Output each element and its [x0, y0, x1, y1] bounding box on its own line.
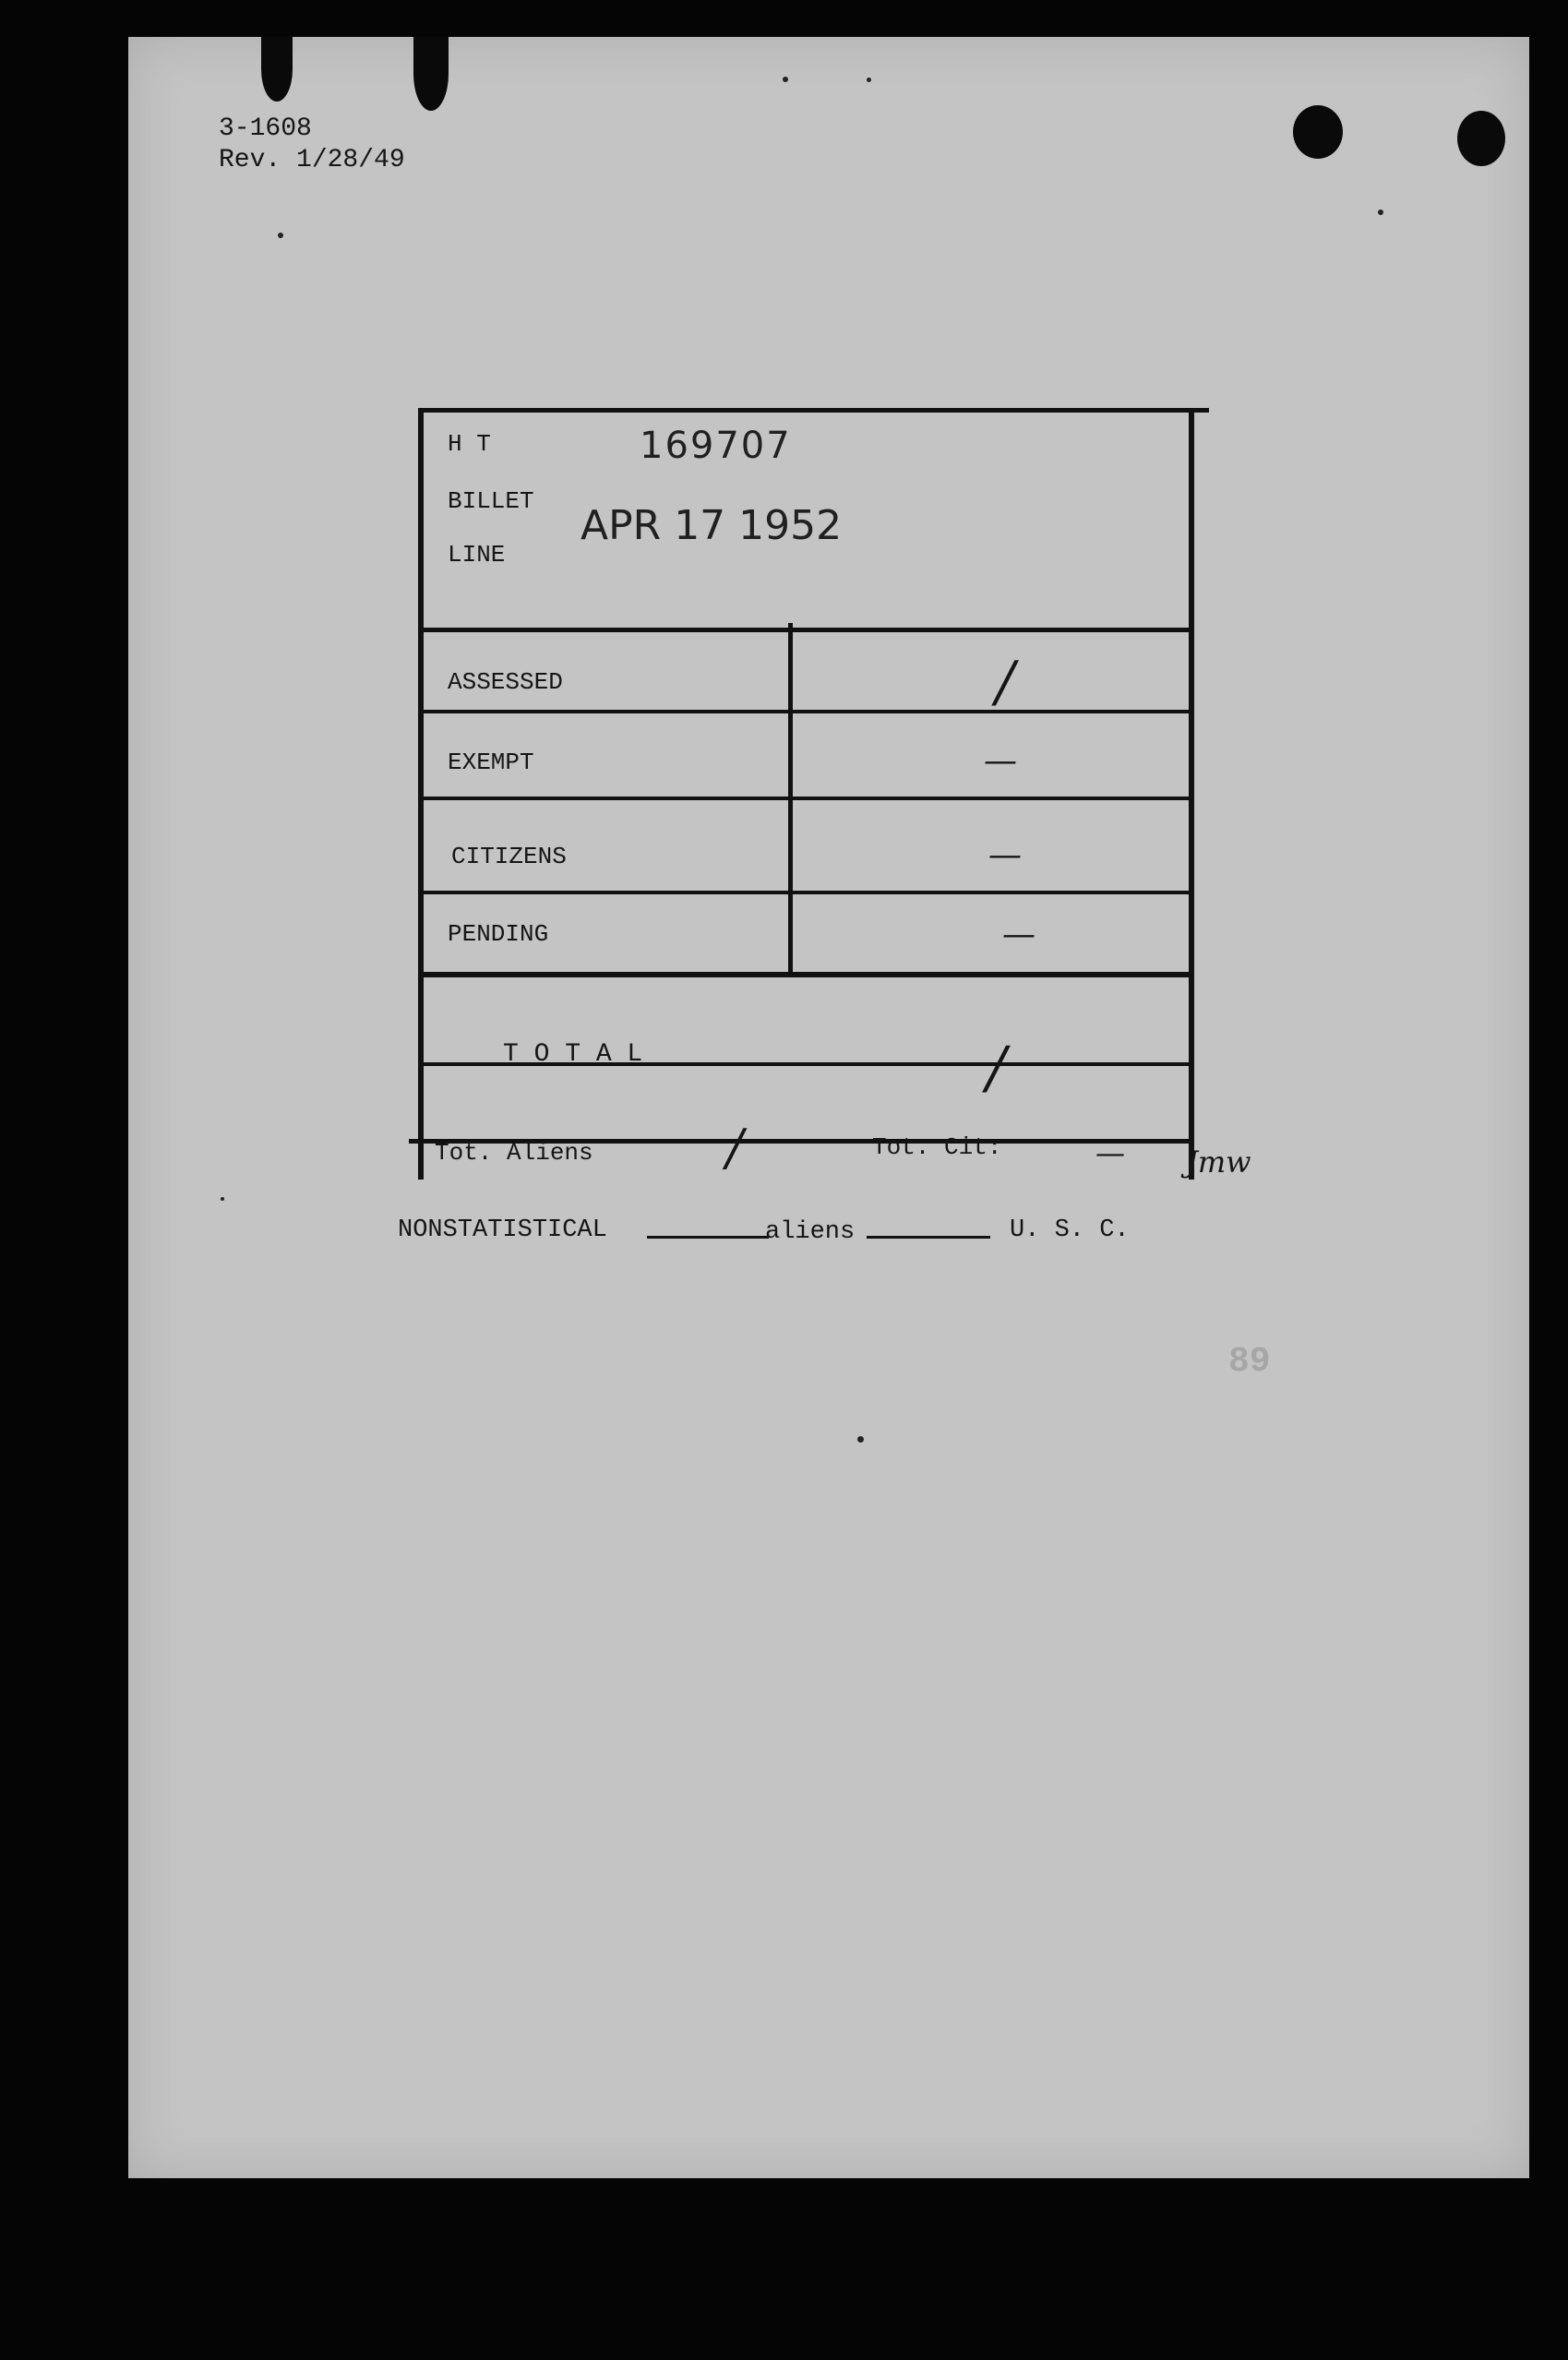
nonstatistical-aliens-blank — [647, 1236, 769, 1239]
row-label-citizens: CITIZENS — [451, 843, 567, 870]
table-rule — [420, 972, 1194, 977]
dust-speck — [867, 78, 871, 82]
table-rule — [420, 891, 1194, 894]
table-rule — [420, 797, 1194, 800]
row-value-assessed: / — [996, 650, 1015, 714]
row-label-assessed: ASSESSED — [448, 668, 563, 696]
row-value-exempt: — — [984, 742, 1017, 780]
page-number: 89 — [1228, 1342, 1271, 1382]
punch-hole — [1293, 105, 1343, 159]
punch-hole — [413, 37, 449, 111]
row-value-pending: — — [1002, 916, 1035, 953]
dust-speck — [221, 1197, 224, 1201]
tot-aliens-value: / — [726, 1119, 744, 1177]
nonstatistical-usc-blank — [867, 1236, 990, 1239]
form-number: 3-1608 — [219, 114, 312, 143]
punch-hole — [261, 37, 293, 102]
ht-number-stamp: 169707 — [640, 425, 792, 467]
row-value-citizens: — — [988, 836, 1022, 874]
tot-aliens-label: Tot. Aliens — [435, 1139, 593, 1167]
nonstatistical-usc-label: U. S. C. — [1010, 1216, 1130, 1244]
dust-speck — [783, 77, 788, 82]
nonstatistical-label: NONSTATISTICAL — [398, 1216, 607, 1244]
total-label: T O T A L — [503, 1040, 643, 1069]
initials: Jmw — [1186, 1144, 1251, 1180]
line-label: LINE — [448, 541, 506, 569]
table-border-top — [420, 408, 1209, 413]
table-column-divider — [788, 623, 793, 974]
punch-hole — [1457, 111, 1505, 166]
tot-cit-label: Tot. Cit: — [872, 1133, 1002, 1161]
total-value: / — [987, 1034, 1006, 1101]
billet-label: BILLET — [448, 487, 534, 515]
ht-label: H T — [448, 430, 491, 458]
dust-speck — [1378, 210, 1383, 215]
table-rule — [420, 710, 1194, 713]
dust-speck — [857, 1436, 864, 1443]
nonstatistical-aliens-label: aliens — [765, 1218, 856, 1246]
date-stamp: APR 17 1952 — [581, 502, 843, 549]
table-rule — [420, 628, 1194, 632]
dust-speck — [278, 233, 283, 238]
row-label-exempt: EXEMPT — [448, 749, 534, 776]
tot-cit-value: — — [1095, 1135, 1125, 1170]
row-label-pending: PENDING — [448, 920, 549, 948]
paper-sheet — [128, 37, 1529, 2178]
form-revision: Rev. 1/28/49 — [219, 146, 405, 174]
